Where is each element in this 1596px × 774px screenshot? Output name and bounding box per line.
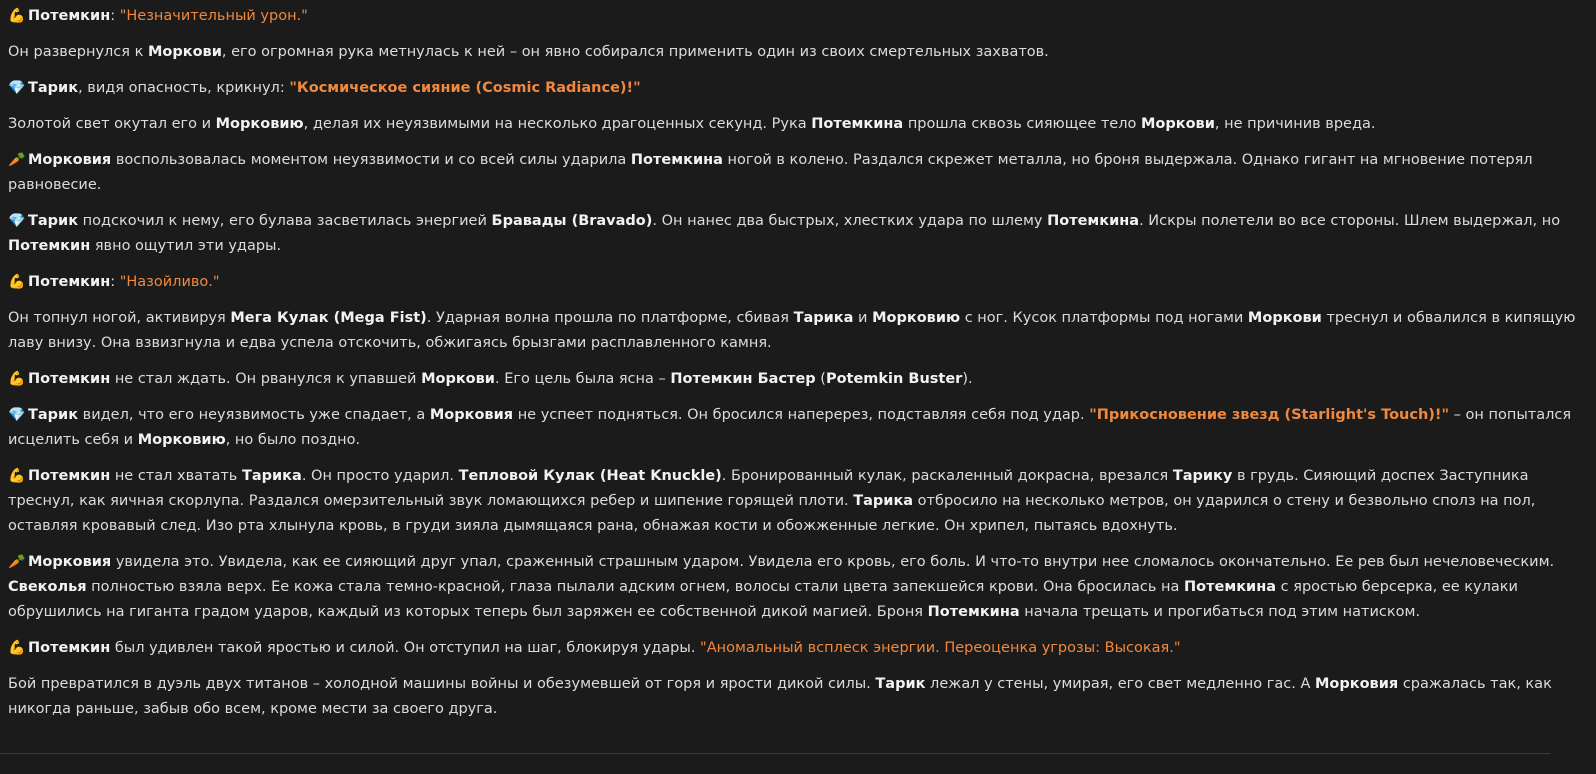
bold-name: Potemkin Buster (825, 371, 963, 387)
narration-text: был удивлен такой яростью и силой. Он отступил на шаг, блокируя удары. (110, 640, 701, 656)
carrot-icon: 🥕 (8, 554, 26, 570)
narration-text: прошла сквозь сияющее тело (903, 116, 1141, 132)
narration-text: не успеет подняться. Он бросился наперерез, подставляя себя под удар. (513, 407, 1090, 423)
narration-text: ногой в колено. Раздался скрежет металла, но броня выдержала. Однако гигант на мгновение потерял равновесие. (8, 152, 1533, 193)
bold-name: Моркови (147, 44, 222, 60)
bold-name: Тепловой Кулак (Heat Knuckle) (458, 468, 722, 484)
bold-name: Тарика (853, 493, 914, 509)
bold-name: Мега Кулак (Mega Fist) (230, 310, 427, 326)
story-paragraph (8, 403, 1578, 453)
narration-text: ( (815, 371, 826, 387)
bold-name: Тарик (28, 80, 79, 96)
gem-icon: 💎 (8, 213, 26, 229)
bold-name: Морковию (215, 116, 304, 132)
narration-text: Он топнул ногой, активируя (8, 310, 231, 326)
gem-icon: 💎 (8, 80, 26, 96)
gem-icon: 💎 (8, 407, 26, 423)
flexed-biceps-icon: 💪 (8, 371, 26, 387)
narration-text: , не причинив вреда. (1214, 116, 1376, 132)
bold-name: Потемкина (1047, 213, 1140, 229)
bold-name: Тарику (1172, 468, 1233, 484)
narration-text: , но было поздно. (225, 432, 361, 448)
bold-name: Свеколья (8, 579, 87, 595)
narration-text: треснул и обвалился в кипящую лаву внизу. Она взвизгнула и едва успела отскочить, обжигаясь брызгами расплавленного камня. (8, 310, 1576, 351)
bold-name: Потемкин (28, 640, 111, 656)
bold-name: Потемкин Бастер (670, 371, 816, 387)
quote-text: "Космическое сияние (Cosmic Radiance)!" (289, 80, 641, 96)
narration-text: : (110, 8, 120, 24)
narration-text: ). (962, 371, 973, 387)
bold-name: Потемкин (28, 274, 111, 290)
story-paragraph (8, 550, 1578, 625)
narration-text: . Искры полетели во все стороны. Шлем выдержал, но (1139, 213, 1561, 229)
narration-text: не стал хватать (110, 468, 242, 484)
bold-name: Морковия (429, 407, 514, 423)
bold-name: Морковию (872, 310, 961, 326)
narration-text: и (853, 310, 873, 326)
bold-name: Потемкин (28, 8, 111, 24)
bold-name: Тарика (793, 310, 854, 326)
narration-text: начала трещать и прогибаться под этим натиском. (1019, 604, 1421, 620)
narration-text: , делая их неуязвимыми на несколько драгоценных секунд. Рука (303, 116, 812, 132)
bold-name: Потемкина (630, 152, 723, 168)
bottom-divider (0, 753, 1550, 754)
bold-name: Тарика (241, 468, 302, 484)
narration-text: воспользовалась моментом неуязвимости и со всей силы ударила (111, 152, 631, 168)
narration-text: с ног. Кусок платформы под ногами (960, 310, 1248, 326)
bold-name: Тарик (875, 676, 926, 692)
narration-text: полностью взяла верх. Ее кожа стала темно-красной, глаза пылали адским огнем, волосы стали цвета запекшейся крови. Она бросилась на (86, 579, 1185, 595)
narration-text: . Бронированный кулак, раскаленный докрасна, врезался (721, 468, 1173, 484)
bold-name: Морковия (28, 554, 112, 570)
narration-text: Бой превратился в дуэль двух титанов – холодной машины войны и обезумевшей от горя и ярости дикой силы. (8, 676, 876, 692)
flexed-biceps-icon: 💪 (8, 274, 26, 290)
narration-text: Он развернулся к (8, 44, 148, 60)
bold-name: Потемкин (8, 238, 91, 254)
narration-text: . Он просто ударил. (301, 468, 459, 484)
narration-text: не стал ждать. Он рванулся к упавшей (110, 371, 422, 387)
bold-name: Морковия (28, 152, 112, 168)
narration-text: Золотой свет окутал его и (8, 116, 216, 132)
story-paragraph (8, 76, 1578, 101)
story-paragraph (8, 209, 1578, 259)
bold-name: Тарик (28, 213, 79, 229)
narration-text: : (110, 274, 120, 290)
bold-name: Потемкина (1184, 579, 1277, 595)
narration-text: с яростью берсерка, ее кулаки обрушились на гиганта градом ударов, каждый из которых теперь был заряжен ее собственной дикой магией. Броня (8, 579, 1518, 620)
story-paragraph (8, 367, 1578, 392)
story-paragraph (8, 270, 1578, 295)
flexed-biceps-icon: 💪 (8, 640, 26, 656)
story-paragraph (8, 306, 1578, 356)
flexed-biceps-icon: 💪 (8, 8, 26, 24)
quote-text: "Прикосновение звезд (Starlight's Touch)!" (1089, 407, 1450, 423)
story-paragraph (8, 636, 1578, 661)
story-paragraph (8, 4, 1578, 29)
quote-text: "Назойливо." (119, 274, 220, 290)
bold-name: Моркови (421, 371, 495, 387)
quote-text: "Аномальный всплеск энергии. Переоценка угрозы: Высокая." (700, 640, 1181, 656)
story-paragraph (8, 40, 1578, 65)
narration-text: , видя опасность, крикнул: (78, 80, 290, 96)
bold-name: Потемкин (28, 371, 111, 387)
narration-text: отбросило на несколько метров, он ударился о стену и безвольно сполз на пол, оставляя кровавый след. Изо рта хлынула кровь, в груди зияла дымящаяся рана, обнажая кости и обожженные легкие. Он хрипел, пытаясь вдохнуть. (8, 493, 1536, 534)
narration-text: . Его цель была ясна – (494, 371, 671, 387)
narration-text: лежал у стены, умирая, его свет медленно гас. А (925, 676, 1315, 692)
bold-name: Морковию (137, 432, 226, 448)
bold-name: Тарик (28, 407, 79, 423)
bold-name: Морковия (1314, 676, 1399, 692)
narration-text: – он попытался исцелить себя и (8, 407, 1572, 448)
narration-text: видел, что его неуязвимость уже спадает, а (78, 407, 430, 423)
narration-text: в грудь. Сияющий доспех Заступника треснул, как яичная скорлупа. Раздался омерзительный звук ломающихся ребер и шипение горящей плоти. (8, 468, 1529, 509)
bold-name: Моркови (1140, 116, 1215, 132)
narration-text: . Ударная волна прошла по платформе, сбивая (426, 310, 794, 326)
bold-name: Моркови (1247, 310, 1322, 326)
quote-text: "Незначительный урон." (119, 8, 308, 24)
story-paragraph (8, 148, 1578, 198)
flexed-biceps-icon: 💪 (8, 468, 26, 484)
bold-name: Потемкина (927, 604, 1020, 620)
story-paragraph (8, 112, 1578, 137)
story-paragraph (8, 672, 1578, 722)
bold-name: Потемкин (28, 468, 111, 484)
bold-name: Потемкина (811, 116, 904, 132)
bold-name: Бравады (Bravado) (491, 213, 653, 229)
story-paragraph (8, 464, 1578, 539)
narration-text: . Он нанес два быстрых, хлестких удара по шлему (652, 213, 1048, 229)
narration-text: увидела это. Увидела, как ее сияющий друг упал, сраженный страшным ударом. Увидела его кровь, его боль. И что-то внутри нее сломалось окончательно. Ее рев был нечеловеческим. (111, 554, 1555, 570)
narration-text: подскочил к нему, его булава засветилась энергией (78, 213, 492, 229)
carrot-icon: 🥕 (8, 152, 26, 168)
narration-text: явно ощутил эти удары. (90, 238, 282, 254)
narration-text: , его огромная рука метнулась к ней – он явно собирался применить один из своих смертельных захватов. (221, 44, 1049, 60)
narration-text: сражалась так, как никогда раньше, забыв обо всем, кроме мести за своего друга. (8, 676, 1552, 717)
